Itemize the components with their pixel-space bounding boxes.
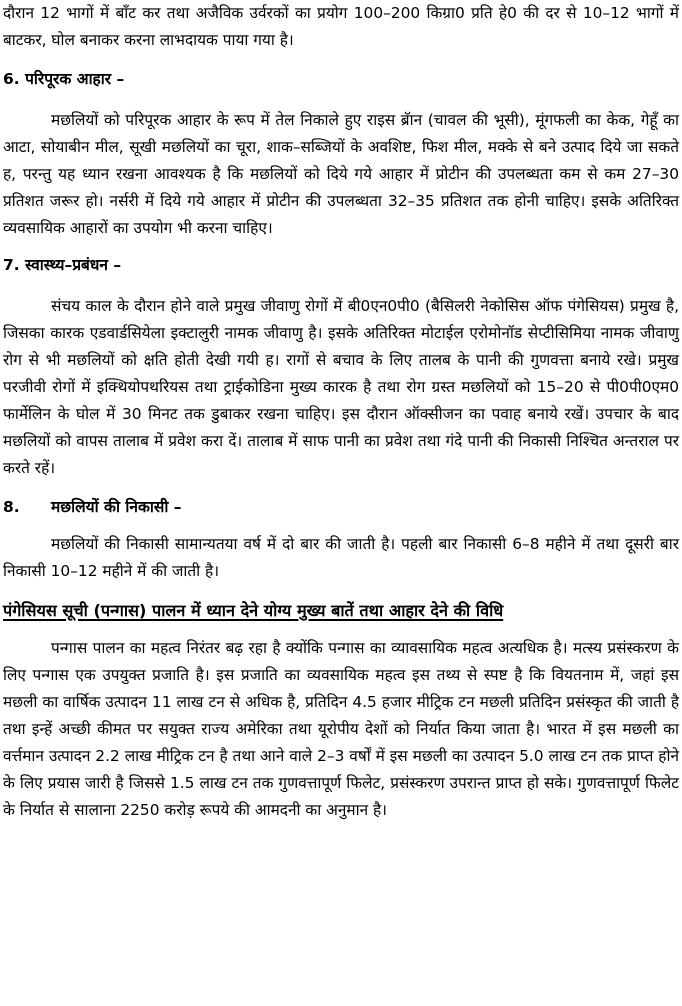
- intro-paragraph: दौरान 12 भागों में बाँट कर तथा अजैविक उर्वरकों का प्रयोग 100–200 किग्रा0 प्रति हे0 की दर से 10–12 भागों में बाटकर, घोल बनाकर करना लाभदायक पाया गया है।: [3, 4, 679, 49]
- main-heading: पंगेसियस सूची (पन्गास) पालन में ध्यान देने योग्य मुख्य बातें तथा आहार देने की विधि: [3, 601, 504, 620]
- section-6-heading: [3, 66, 679, 93]
- section-7-paragraph: [3, 293, 679, 482]
- section-8-paragraph: [3, 531, 679, 585]
- section-6-title: परिपूरक आहार –: [25, 70, 125, 88]
- section-8-title: मछलियों की निकासी –: [51, 498, 182, 516]
- section-7-body: संचय काल के दौरान होने वाले प्रमुख जीवाणु रोगों में बी0एन0पी0 (बैसिलरी नेकोसिस ऑफ पंगेसियस) प्रमुख है, जिसका कारक एडवार्डसियेला इक्टालुरी नामक जीवाणु है। इसके अतिरिक्त मोटाईल एरोमोनॉड सेप्टीसिमिया नामक जीवाणु रोग से भी मछलियों को क्षति होती देखी गयी ह। रागों से बचाव के लिए तालब के पानी की गुणवत्ता बनाये रखे। प्रमुख परजीवी रोगों में इक्थियोपथरियस तथा ट्राईकोडिना मुख्य कारक है तथा रोग ग्रस्त मछलियों को 15–20 से पी0पी0एम0 फार्मेलिन के घोल में 30 मिनट तक डुबाकर रखना चाहिए। इस दौरान ऑक्सीजन का पवाह बनाये रखें। उपचार के बाद मछलियों को वापस तालाब में प्रवेश करा दें। तालाब में साफ पानी का प्रवेश तथा गंदे पानी की निकासी निश्चित अन्तराल पर करते रहें।: [3, 297, 679, 477]
- section-7-heading: [3, 252, 679, 279]
- section-6-paragraph: [3, 107, 679, 242]
- section-6-number: 6.: [3, 70, 20, 88]
- main-body: पन्गास पालन का महत्व निरंतर बढ़ रहा है क्योंकि पन्गास का व्यावसायिक महत्व अत्यधिक है। मत्स्य प्रसंस्करण के लिए पन्गास एक उपयुक्त प्रजाति है। इस प्रजाति का व्यवसायिक महत्व इस तथ्य से स्पष्ट है कि वियतनाम में, जहां इस मछली का वार्षिक उत्पादन 11 लाख टन से अधिक है, प्रतिदिन 4.5 हजार मीट्रिक टन मछली प्रतिदिन प्रसंस्कृत की जाती है तथा इन्हें अच्छी कीमत पर सयुक्त राज्य अमेरिका तथा यूरोपीय देशों को निर्यात किया जाता है। भारत में इस मछली का वर्त्तमान उत्पादन 2.2 लाख मीट्रिक टन है तथा आने वाले 2–3 वर्षों में इस मछली का उत्पादन 5.0 लाख टन तक प्राप्त होने के लिए प्रयास जारी है जिससे 1.5 लाख टन तक गुणवत्तापूर्ण फिलेट, प्रसंस्करण उपरान्त प्राप्त हो सके। गुणवत्तापूर्ण फिलेट के निर्यात से सालाना 2250 करोड़ रूपये की आमदनी का अनुमान है।: [3, 639, 679, 819]
- main-paragraph: [3, 635, 679, 824]
- section-7-number: 7.: [3, 256, 20, 274]
- section-8-body: मछलियों की निकासी सामान्यतया वर्ष में दो बार की जाती है। पहली बार निकासी 6–8 महीने में तथा दूसरी बार निकासी 10–12 महीने में की जाती है।: [3, 535, 679, 580]
- section-6-body: मछलियों को परिपूरक आहार के रूप में तेल निकाले हुए राइस ब्रॅान (चावल की भूसी), मूंगफली का केक, गेहूँ का आटा, सोयाबीन मील, सूखी मछलियों का चूरा, शाक–सब्जियों के अवशिष्ट, फिश मील, मक्के से बने उत्पाद दिये जा सकते ह, परन्तु यह ध्यान रखना आवश्यक है कि मछलियों को दिये गये आहार में प्रोटीन की उपलब्धता कम से कम 27–30 प्रतिशत जरूर हो। नर्सरी में दिये गये आहार में प्रोटीन की उपलब्धता 32–35 प्रतिशत तक होनी चाहिए। इसके अतिरिक्त व्यवसायिक आहारों का उपयोग भी करना चाहिए।: [3, 111, 679, 237]
- section-8-heading: [3, 494, 679, 521]
- section-8-number: 8.: [3, 498, 20, 516]
- section-7-title: स्वास्थ्य–प्रबंधन –: [25, 256, 122, 274]
